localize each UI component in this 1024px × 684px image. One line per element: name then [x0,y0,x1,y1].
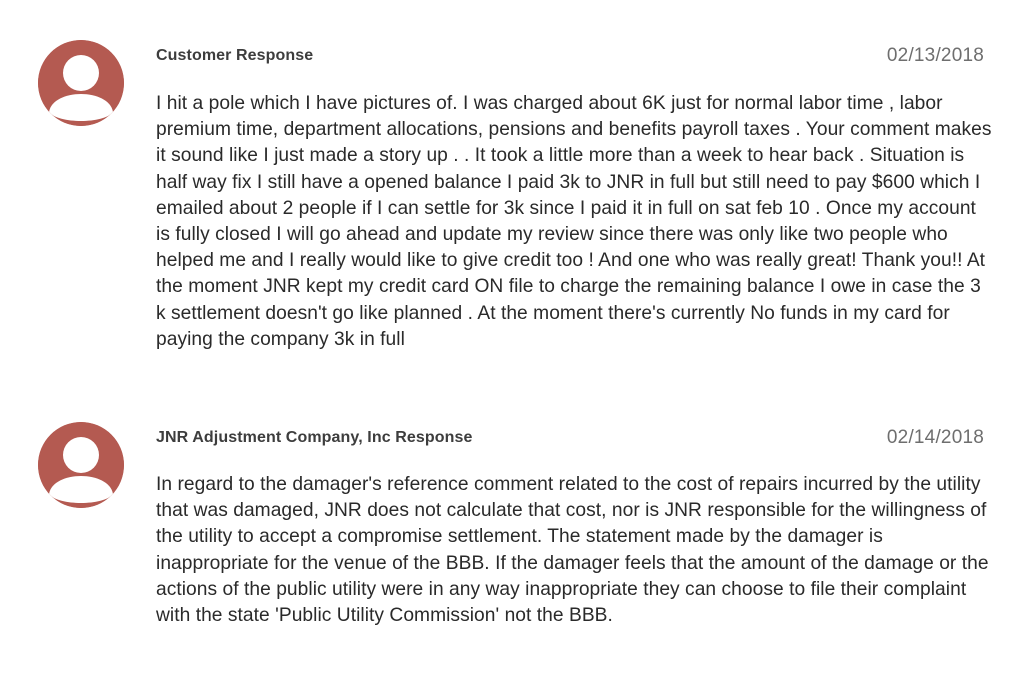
response-text: I hit a pole which I have pictures of. I was charged about 6K just for normal labor time , labor premium time, department allocations, pensions and benefits payroll taxes . Your comment makes it sound like I just made a story up . . It took a little more than a week to hear back . Situation is half way fix I still have a opened balance I paid 3k to JNR in full but still need to pay $600 which I emailed about 2 people if I can settle for 3k since I paid it in full on sat feb 10 . Once my account is fully closed I will go ahead and update my review since there was only like two people who helped me and I really would like to give credit too ! And one who was really great! Thank you!! At the moment JNR kept my credit card ON file to charge the remaining balance I owe in case the 3 k settlement doesn't go like planned . At the moment there's currently No funds in my card for paying the company 3k in full [156,93,992,350]
response-text: In regard to the damager's reference comment related to the cost of repairs incurred by the utility that was damaged, JNR does not calculate that cost, nor is JNR responsible for the willingness of the utility to accept a compromise settlement. The statement made by the damager is inappropriate for the venue of the BBB. If the damager feels that the amount of the damage or the actions of the public utility were in any way inappropriate they can choose to file their complaint with the state 'Public Utility Commission' not the BBB. [156,474,989,627]
response-date: 02/14/2018 [886,427,984,448]
response-author: Customer Response [156,47,314,64]
user-avatar-icon [38,422,124,508]
user-avatar-icon [38,40,124,126]
response-date: 02/13/2018 [886,45,984,66]
response-author: JNR Adjustment Company, Inc Response [156,429,473,446]
